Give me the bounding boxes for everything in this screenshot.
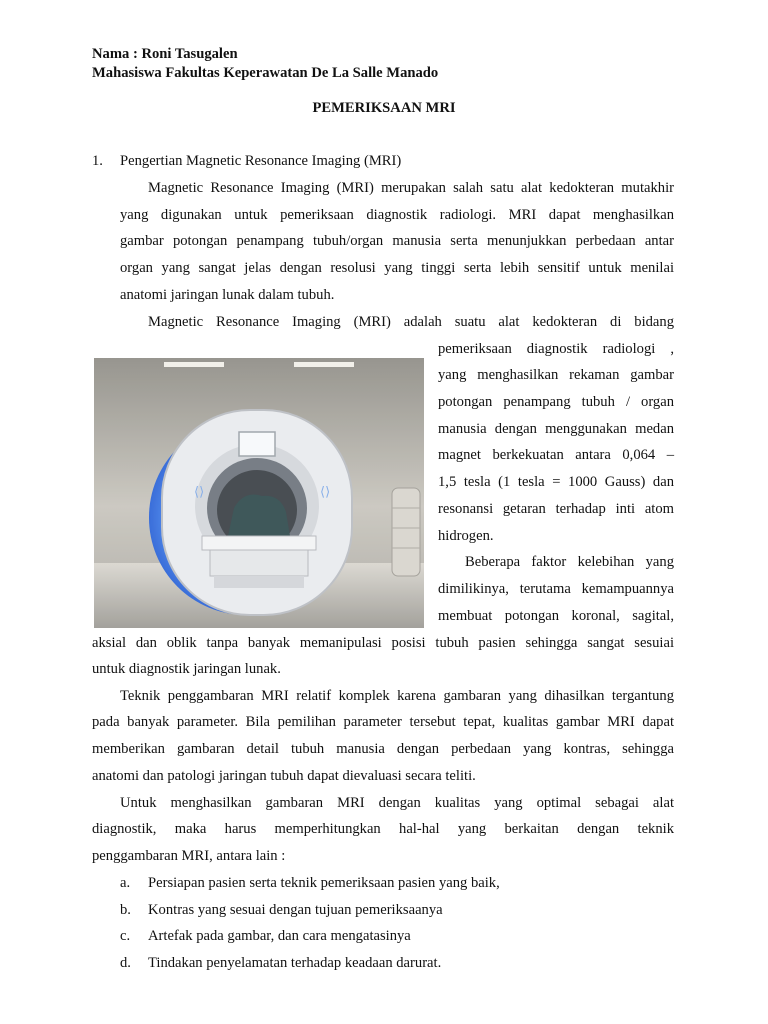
paragraph-line: Magnetic Resonance Imaging (MRI) merupakan salah satu alat kedokteran mutakhir (148, 180, 674, 196)
section-number: 1. (92, 153, 103, 169)
list-item: Persiapan pasien serta teknik pemeriksaan pasien yang baik, (148, 875, 500, 891)
scanner-symbol-left: ⟨⟩ (194, 485, 205, 500)
paragraph-line: organ yang sangat jelas dengan resolusi yang tinggi serta lebih sensitif untuk menilai (120, 260, 674, 276)
scanner-symbol-right: ⟨⟩ (320, 485, 331, 500)
paragraph-line: Untuk menghasilkan gambaran MRI dengan kualitas yang optimal sebagai alat (120, 795, 674, 811)
paragraph-line: Magnetic Resonance Imaging (MRI) adalah suatu alat kedokteran di bidang (148, 314, 674, 330)
paragraph-line: aksial dan oblik tanpa banyak memanipulasi posisi tubuh pasien sehingga sangat sesuiai (92, 635, 674, 651)
list-item: Artefak pada gambar, dan cara mengatasinya (148, 928, 411, 944)
list-marker: a. (120, 875, 131, 891)
author-name: Nama : Roni Tasugalen (92, 46, 238, 62)
paragraph-line: gambar potongan penampang tubuh/organ manusia serta menunjukkan perbedaan antar (120, 233, 674, 249)
paragraph-line: memberikan gambaran detail tubuh manusia dengan perbedaan yang kontras, sehingga (92, 741, 674, 757)
side-text-line: Beberapa faktor kelebihan yang (465, 554, 674, 570)
mri-scanner-photo (94, 358, 424, 628)
side-text-line: membuat potongan koronal, sagital, (438, 608, 674, 624)
side-text-line: dimilikinya, terutama kemampuannya (438, 581, 674, 597)
paragraph-line: penggambaran MRI, antara lain : (92, 848, 286, 864)
list-marker: c. (120, 928, 131, 944)
side-text-line: resonansi getaran terhadap inti atom (438, 501, 674, 517)
paragraph-line: diagnostik, maka harus memperhitungkan hal-hal yang berkaitan dengan teknik (92, 821, 674, 837)
side-text-line: 1,5 tesla (1 tesla = 1000 Gauss) dan (438, 474, 674, 490)
side-text-line: potongan penampang tubuh / organ (438, 394, 674, 410)
list-marker: b. (120, 902, 131, 918)
section-heading: Pengertian Magnetic Resonance Imaging (MRI) (120, 153, 402, 169)
paragraph-line: anatomi dan patologi jaringan tubuh dapat dievaluasi secara teliti. (92, 768, 476, 784)
side-text-line: magnet berkekuatan antara 0,064 – (438, 447, 674, 463)
paragraph-line: Teknik penggambaran MRI relatif komplek karena gambaran yang dihasilkan tergantung (120, 688, 674, 704)
side-text-line: pemeriksaan diagnostik radiologi , (438, 341, 674, 357)
paragraph-line: yang digunakan untuk pemeriksaan diagnostik radiologi. MRI dapat menghasilkan (120, 207, 674, 223)
side-text-line: hidrogen. (438, 528, 494, 544)
author-affiliation: Mahasiswa Fakultas Keperawatan De La Salle Manado (92, 65, 439, 81)
list-item: Kontras yang sesuai dengan tujuan pemeriksaanya (148, 902, 443, 918)
list-item: Tindakan penyelamatan terhadap keadaan darurat. (148, 955, 442, 971)
list-marker: d. (120, 955, 131, 971)
paragraph-line: pada banyak parameter. Bila pemilihan parameter tersebut tepat, kualitas gambar MRI dapat (92, 714, 674, 730)
document-title: PEMERIKSAAN MRI (312, 100, 456, 116)
side-text-line: manusia dengan menggunakan medan (438, 421, 674, 437)
side-text-line: yang menghasilkan rekaman gambar (438, 367, 674, 383)
paragraph-line: anatomi jaringan lunak dalam tubuh. (120, 287, 335, 303)
paragraph-line: untuk diagnostik jaringan lunak. (92, 661, 281, 677)
